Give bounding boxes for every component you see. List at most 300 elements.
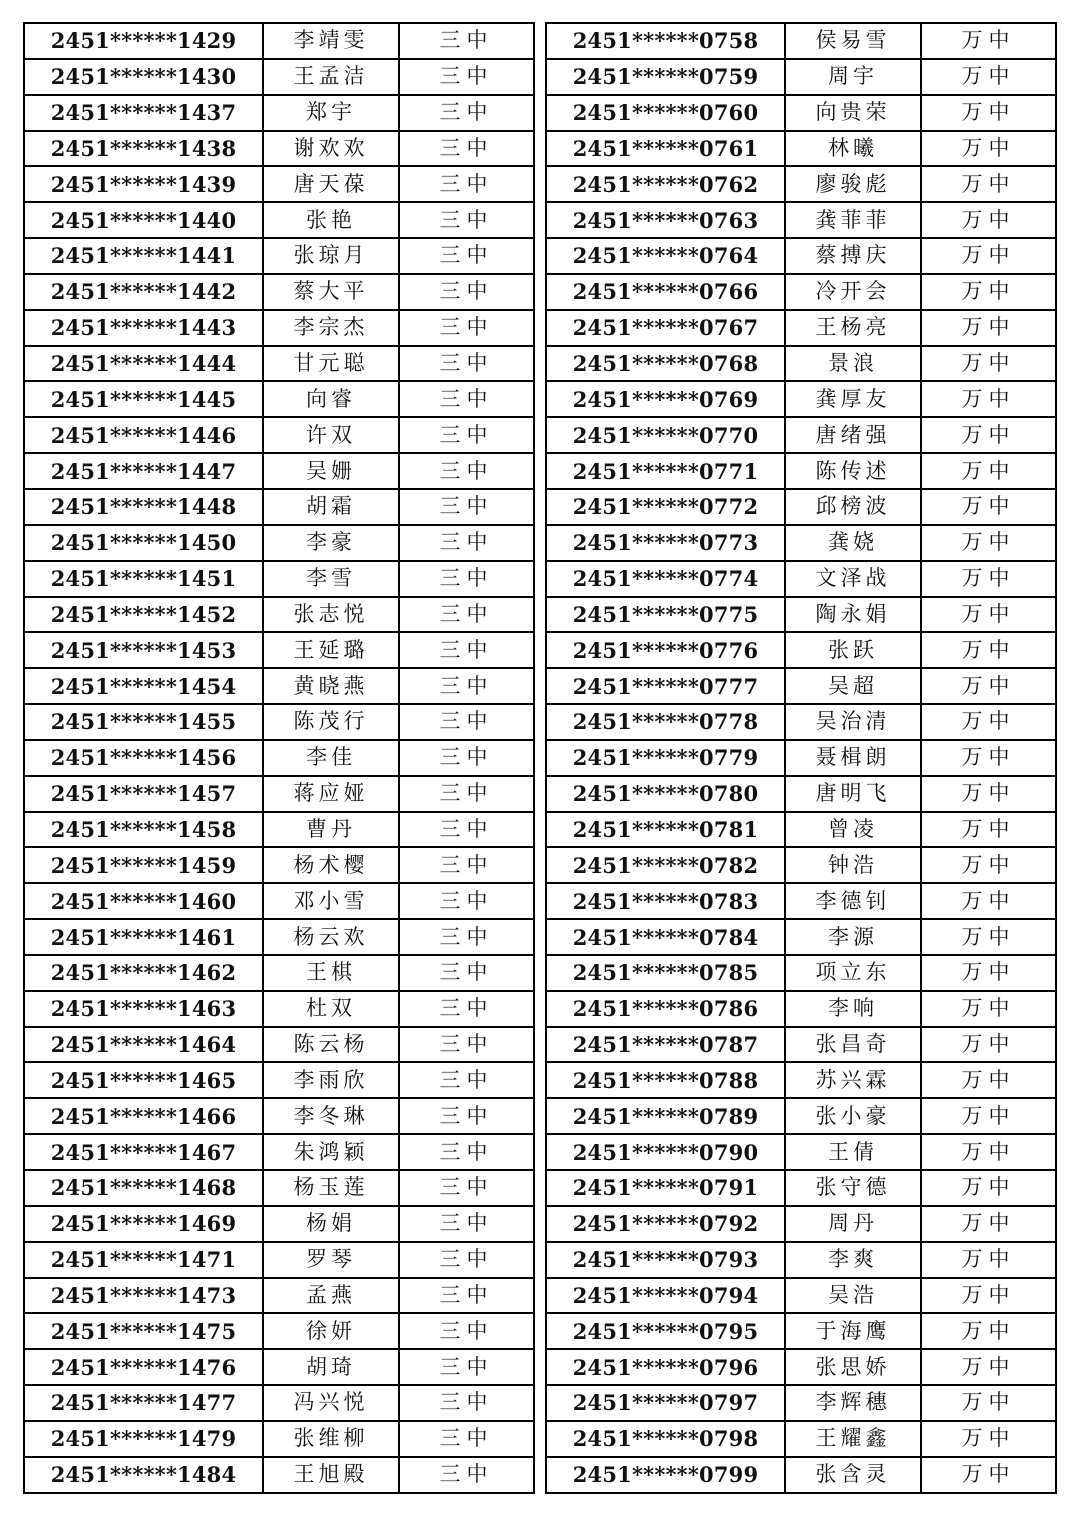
student-id-cell: 2451******0763 — [546, 202, 785, 238]
table-row — [546, 776, 1056, 812]
table-row — [24, 131, 534, 167]
school-cell: 万中 — [921, 1134, 1056, 1170]
table-row — [546, 166, 1056, 202]
school-cell: 万中 — [921, 561, 1056, 597]
table-row — [546, 740, 1056, 776]
student-name-cell: 李响 — [785, 991, 921, 1027]
table-row — [24, 310, 534, 346]
student-id-cell: 2451******1462 — [24, 955, 263, 991]
school-cell: 三中 — [399, 417, 534, 453]
school-cell: 三中 — [399, 632, 534, 668]
student-id-cell: 2451******0778 — [546, 704, 785, 740]
student-id-cell: 2451******1451 — [24, 561, 263, 597]
table-row — [24, 417, 534, 453]
school-cell: 三中 — [399, 668, 534, 704]
student-name-cell: 吴超 — [785, 668, 921, 704]
table-row — [24, 561, 534, 597]
table-row — [546, 95, 1056, 131]
school-cell: 三中 — [399, 1313, 534, 1349]
school-cell: 万中 — [921, 381, 1056, 417]
student-name-cell: 文泽战 — [785, 561, 921, 597]
school-cell: 三中 — [399, 1421, 534, 1457]
student-id-cell: 2451******1444 — [24, 346, 263, 382]
school-cell: 万中 — [921, 1242, 1056, 1278]
school-cell: 三中 — [399, 919, 534, 955]
table-row — [24, 1349, 534, 1385]
school-cell: 三中 — [399, 453, 534, 489]
student-id-cell: 2451******1450 — [24, 525, 263, 561]
student-name-cell: 孟燕 — [263, 1278, 399, 1314]
table-row — [546, 991, 1056, 1027]
student-name-cell: 龚娆 — [785, 525, 921, 561]
student-name-cell: 吴浩 — [785, 1278, 921, 1314]
school-cell: 万中 — [921, 991, 1056, 1027]
table-row — [24, 274, 534, 310]
school-cell: 万中 — [921, 597, 1056, 633]
student-id-cell: 2451******1465 — [24, 1062, 263, 1098]
student-name-cell: 王延璐 — [263, 632, 399, 668]
student-id-cell: 2451******0789 — [546, 1098, 785, 1134]
student-id-cell: 2451******0770 — [546, 417, 785, 453]
student-name-cell: 邱榜波 — [785, 489, 921, 525]
school-cell: 万中 — [921, 704, 1056, 740]
student-name-cell: 龚厚友 — [785, 381, 921, 417]
student-id-cell: 2451******0781 — [546, 812, 785, 848]
table-row — [546, 381, 1056, 417]
table-row — [24, 1421, 534, 1457]
table-row — [24, 95, 534, 131]
table-row — [24, 381, 534, 417]
table-row — [24, 1206, 534, 1242]
student-name-cell: 侯易雪 — [785, 23, 921, 59]
student-name-cell: 李雨欣 — [263, 1062, 399, 1098]
student-id-cell: 2451******0787 — [546, 1027, 785, 1063]
school-cell: 万中 — [921, 1027, 1056, 1063]
table-row — [546, 525, 1056, 561]
student-name-cell: 周宇 — [785, 59, 921, 95]
table-row — [24, 955, 534, 991]
student-name-cell: 李靖雯 — [263, 23, 399, 59]
table-row — [546, 131, 1056, 167]
table-row — [546, 847, 1056, 883]
student-id-cell: 2451******0761 — [546, 131, 785, 167]
school-cell: 三中 — [399, 131, 534, 167]
school-cell: 万中 — [921, 955, 1056, 991]
school-cell: 万中 — [921, 346, 1056, 382]
student-name-cell: 林曦 — [785, 131, 921, 167]
student-name-cell: 向睿 — [263, 381, 399, 417]
table-row — [546, 632, 1056, 668]
table-row — [24, 847, 534, 883]
school-cell: 三中 — [399, 525, 534, 561]
table-row — [546, 812, 1056, 848]
school-cell: 三中 — [399, 202, 534, 238]
student-name-cell: 曹丹 — [263, 812, 399, 848]
student-id-cell: 2451******1446 — [24, 417, 263, 453]
student-name-cell: 项立东 — [785, 955, 921, 991]
school-cell: 三中 — [399, 955, 534, 991]
student-id-cell: 2451******1476 — [24, 1349, 263, 1385]
student-name-cell: 谢欢欢 — [263, 131, 399, 167]
table-row — [24, 597, 534, 633]
school-cell: 万中 — [921, 417, 1056, 453]
student-name-cell: 胡琦 — [263, 1349, 399, 1385]
school-cell: 三中 — [399, 1242, 534, 1278]
school-cell: 万中 — [921, 1170, 1056, 1206]
school-cell: 三中 — [399, 1278, 534, 1314]
table-row — [24, 740, 534, 776]
school-cell: 万中 — [921, 274, 1056, 310]
table-row — [24, 489, 534, 525]
student-id-cell: 2451******0760 — [546, 95, 785, 131]
student-name-cell: 张琼月 — [263, 238, 399, 274]
student-id-cell: 2451******1448 — [24, 489, 263, 525]
student-name-cell: 王杨亮 — [785, 310, 921, 346]
school-cell: 三中 — [399, 310, 534, 346]
student-name-cell: 王倩 — [785, 1134, 921, 1170]
student-name-cell: 陈传述 — [785, 453, 921, 489]
student-name-cell: 李辉穗 — [785, 1385, 921, 1421]
student-id-cell: 2451******1461 — [24, 919, 263, 955]
student-id-cell: 2451******1460 — [24, 883, 263, 919]
school-cell: 三中 — [399, 597, 534, 633]
school-cell: 三中 — [399, 812, 534, 848]
student-name-cell: 廖骏彪 — [785, 166, 921, 202]
table-row — [546, 1170, 1056, 1206]
school-cell: 万中 — [921, 1278, 1056, 1314]
student-id-cell: 2451******0780 — [546, 776, 785, 812]
table-row — [546, 202, 1056, 238]
school-cell: 三中 — [399, 23, 534, 59]
school-cell: 万中 — [921, 238, 1056, 274]
student-name-cell: 王耀鑫 — [785, 1421, 921, 1457]
student-name-cell: 杨娟 — [263, 1206, 399, 1242]
school-cell: 三中 — [399, 1457, 534, 1493]
table-row — [546, 346, 1056, 382]
table-row — [546, 489, 1056, 525]
student-id-cell: 2451******1439 — [24, 166, 263, 202]
student-id-cell: 2451******1463 — [24, 991, 263, 1027]
student-name-cell: 张思娇 — [785, 1349, 921, 1385]
table-row — [546, 1349, 1056, 1385]
table-row — [546, 704, 1056, 740]
student-id-cell: 2451******0776 — [546, 632, 785, 668]
student-id-cell: 2451******0792 — [546, 1206, 785, 1242]
table-row — [24, 1098, 534, 1134]
school-cell: 万中 — [921, 883, 1056, 919]
table-row — [546, 919, 1056, 955]
school-cell: 万中 — [921, 1349, 1056, 1385]
table-row — [546, 1278, 1056, 1314]
table-row — [546, 274, 1056, 310]
student-id-cell: 2451******1477 — [24, 1385, 263, 1421]
student-name-cell: 李宗杰 — [263, 310, 399, 346]
table-row — [546, 417, 1056, 453]
student-name-cell: 张含灵 — [785, 1457, 921, 1493]
student-id-cell: 2451******1471 — [24, 1242, 263, 1278]
school-cell: 万中 — [921, 1421, 1056, 1457]
student-name-cell: 唐绪强 — [785, 417, 921, 453]
table-row — [546, 59, 1056, 95]
student-name-cell: 吴治清 — [785, 704, 921, 740]
student-id-cell: 2451******1454 — [24, 668, 263, 704]
table-row — [24, 23, 534, 59]
student-name-cell: 周丹 — [785, 1206, 921, 1242]
school-cell: 万中 — [921, 23, 1056, 59]
student-name-cell: 杨术樱 — [263, 847, 399, 883]
student-name-cell: 朱鸿颖 — [263, 1134, 399, 1170]
table-row — [546, 597, 1056, 633]
school-cell: 三中 — [399, 1134, 534, 1170]
table-row — [24, 668, 534, 704]
school-cell: 万中 — [921, 1098, 1056, 1134]
table-row — [24, 346, 534, 382]
student-id-cell: 2451******0769 — [546, 381, 785, 417]
student-name-cell: 杜双 — [263, 991, 399, 1027]
table-row — [24, 1457, 534, 1493]
table-row — [546, 1385, 1056, 1421]
table-row — [546, 453, 1056, 489]
table-row — [546, 310, 1056, 346]
student-id-cell: 2451******1430 — [24, 59, 263, 95]
school-cell: 三中 — [399, 1027, 534, 1063]
table-row — [24, 1027, 534, 1063]
student-name-cell: 唐天葆 — [263, 166, 399, 202]
student-name-cell: 李冬琳 — [263, 1098, 399, 1134]
student-list-table-right — [545, 22, 1057, 1494]
student-name-cell: 蒋应娅 — [263, 776, 399, 812]
table-row — [24, 1242, 534, 1278]
school-cell: 三中 — [399, 991, 534, 1027]
student-list-table-left — [23, 22, 535, 1494]
school-cell: 三中 — [399, 1385, 534, 1421]
table-row — [24, 1170, 534, 1206]
table-row — [546, 561, 1056, 597]
table-row — [24, 1062, 534, 1098]
student-id-cell: 2451******0784 — [546, 919, 785, 955]
school-cell: 三中 — [399, 1098, 534, 1134]
table-row — [546, 1062, 1056, 1098]
student-id-cell: 2451******0785 — [546, 955, 785, 991]
table-body-left — [24, 23, 534, 1493]
student-name-cell: 邓小雪 — [263, 883, 399, 919]
student-id-cell: 2451******0767 — [546, 310, 785, 346]
table-row — [24, 525, 534, 561]
table-row — [24, 202, 534, 238]
school-cell: 三中 — [399, 489, 534, 525]
student-name-cell: 景浪 — [785, 346, 921, 382]
student-id-cell: 2451******1452 — [24, 597, 263, 633]
student-id-cell: 2451******1443 — [24, 310, 263, 346]
table-row — [24, 919, 534, 955]
student-id-cell: 2451******1479 — [24, 1421, 263, 1457]
school-cell: 三中 — [399, 847, 534, 883]
student-id-cell: 2451******0788 — [546, 1062, 785, 1098]
student-id-cell: 2451******0786 — [546, 991, 785, 1027]
school-cell: 三中 — [399, 740, 534, 776]
table-row — [546, 23, 1056, 59]
student-id-cell: 2451******1453 — [24, 632, 263, 668]
table-row — [24, 883, 534, 919]
table-row — [24, 238, 534, 274]
student-id-cell: 2451******0798 — [546, 1421, 785, 1457]
student-id-cell: 2451******1469 — [24, 1206, 263, 1242]
table-row — [546, 1242, 1056, 1278]
student-name-cell: 张小豪 — [785, 1098, 921, 1134]
table-row — [24, 1134, 534, 1170]
student-name-cell: 张守德 — [785, 1170, 921, 1206]
student-id-cell: 2451******0768 — [546, 346, 785, 382]
school-cell: 万中 — [921, 131, 1056, 167]
table-row — [24, 632, 534, 668]
school-cell: 万中 — [921, 1385, 1056, 1421]
table-row — [546, 1421, 1056, 1457]
table-row — [546, 883, 1056, 919]
table-row — [546, 1457, 1056, 1493]
student-id-cell: 2451******0795 — [546, 1313, 785, 1349]
student-name-cell: 李爽 — [785, 1242, 921, 1278]
school-cell: 三中 — [399, 704, 534, 740]
student-id-cell: 2451******1438 — [24, 131, 263, 167]
student-id-cell: 2451******0790 — [546, 1134, 785, 1170]
student-id-cell: 2451******1440 — [24, 202, 263, 238]
student-name-cell: 张跃 — [785, 632, 921, 668]
student-id-cell: 2451******0791 — [546, 1170, 785, 1206]
student-id-cell: 2451******0783 — [546, 883, 785, 919]
student-id-cell: 2451******1459 — [24, 847, 263, 883]
table-row — [24, 991, 534, 1027]
school-cell: 三中 — [399, 1349, 534, 1385]
school-cell: 三中 — [399, 561, 534, 597]
student-id-cell: 2451******0772 — [546, 489, 785, 525]
student-name-cell: 李佳 — [263, 740, 399, 776]
student-name-cell: 蔡大平 — [263, 274, 399, 310]
table-row — [546, 1027, 1056, 1063]
table-row — [546, 1134, 1056, 1170]
student-name-cell: 王棋 — [263, 955, 399, 991]
student-id-cell: 2451******0774 — [546, 561, 785, 597]
table-row — [24, 59, 534, 95]
school-cell: 万中 — [921, 919, 1056, 955]
student-id-cell: 2451******0771 — [546, 453, 785, 489]
student-name-cell: 陶永娟 — [785, 597, 921, 633]
school-cell: 万中 — [921, 1313, 1056, 1349]
student-name-cell: 向贵荣 — [785, 95, 921, 131]
student-name-cell: 杨云欢 — [263, 919, 399, 955]
table-row — [24, 166, 534, 202]
student-id-cell: 2451******1457 — [24, 776, 263, 812]
school-cell: 万中 — [921, 632, 1056, 668]
school-cell: 万中 — [921, 202, 1056, 238]
student-name-cell: 甘元聪 — [263, 346, 399, 382]
school-cell: 三中 — [399, 381, 534, 417]
student-id-cell: 2451******1456 — [24, 740, 263, 776]
student-id-cell: 2451******1466 — [24, 1098, 263, 1134]
table-row — [24, 1385, 534, 1421]
student-id-cell: 2451******1484 — [24, 1457, 263, 1493]
school-cell: 万中 — [921, 1062, 1056, 1098]
student-id-cell: 2451******1464 — [24, 1027, 263, 1063]
school-cell: 万中 — [921, 59, 1056, 95]
student-id-cell: 2451******0779 — [546, 740, 785, 776]
student-id-cell: 2451******0773 — [546, 525, 785, 561]
school-cell: 万中 — [921, 847, 1056, 883]
table-row — [546, 668, 1056, 704]
school-cell: 三中 — [399, 274, 534, 310]
student-id-cell: 2451******0764 — [546, 238, 785, 274]
student-id-cell: 2451******0762 — [546, 166, 785, 202]
student-id-cell: 2451******0793 — [546, 1242, 785, 1278]
student-name-cell: 李源 — [785, 919, 921, 955]
student-name-cell: 陈茂行 — [263, 704, 399, 740]
student-name-cell: 聂楫朗 — [785, 740, 921, 776]
student-name-cell: 黄晓燕 — [263, 668, 399, 704]
school-cell: 万中 — [921, 310, 1056, 346]
student-id-cell: 2451******1447 — [24, 453, 263, 489]
student-id-cell: 2451******1441 — [24, 238, 263, 274]
student-id-cell: 2451******1473 — [24, 1278, 263, 1314]
student-name-cell: 张志悦 — [263, 597, 399, 633]
school-cell: 三中 — [399, 1062, 534, 1098]
table-row — [546, 1313, 1056, 1349]
student-name-cell: 胡霜 — [263, 489, 399, 525]
school-cell: 万中 — [921, 166, 1056, 202]
school-cell: 三中 — [399, 1170, 534, 1206]
student-id-cell: 2451******1475 — [24, 1313, 263, 1349]
school-cell: 万中 — [921, 812, 1056, 848]
school-cell: 万中 — [921, 1206, 1056, 1242]
table-row — [24, 776, 534, 812]
school-cell: 三中 — [399, 166, 534, 202]
school-cell: 三中 — [399, 346, 534, 382]
student-id-cell: 2451******0759 — [546, 59, 785, 95]
student-name-cell: 曾凌 — [785, 812, 921, 848]
student-name-cell: 冯兴悦 — [263, 1385, 399, 1421]
student-id-cell: 2451******0799 — [546, 1457, 785, 1493]
table-row — [24, 1313, 534, 1349]
school-cell: 万中 — [921, 668, 1056, 704]
table-row — [546, 238, 1056, 274]
student-id-cell: 2451******1437 — [24, 95, 263, 131]
student-id-cell: 2451******0782 — [546, 847, 785, 883]
student-id-cell: 2451******1429 — [24, 23, 263, 59]
student-name-cell: 李德钊 — [785, 883, 921, 919]
student-id-cell: 2451******1442 — [24, 274, 263, 310]
school-cell: 万中 — [921, 489, 1056, 525]
student-name-cell: 龚菲菲 — [785, 202, 921, 238]
school-cell: 三中 — [399, 776, 534, 812]
student-id-cell: 2451******1455 — [24, 704, 263, 740]
student-id-cell: 2451******1467 — [24, 1134, 263, 1170]
table-row — [24, 704, 534, 740]
student-id-cell: 2451******0794 — [546, 1278, 785, 1314]
table-row — [24, 1278, 534, 1314]
student-name-cell: 王孟洁 — [263, 59, 399, 95]
school-cell: 三中 — [399, 1206, 534, 1242]
school-cell: 三中 — [399, 883, 534, 919]
table-row — [24, 812, 534, 848]
table-row — [546, 1206, 1056, 1242]
school-cell: 三中 — [399, 238, 534, 274]
student-name-cell: 陈云杨 — [263, 1027, 399, 1063]
student-name-cell: 唐明飞 — [785, 776, 921, 812]
school-cell: 三中 — [399, 59, 534, 95]
student-name-cell: 王旭殿 — [263, 1457, 399, 1493]
student-name-cell: 杨玉莲 — [263, 1170, 399, 1206]
student-name-cell: 徐妍 — [263, 1313, 399, 1349]
student-name-cell: 钟浩 — [785, 847, 921, 883]
student-name-cell: 蔡搏庆 — [785, 238, 921, 274]
